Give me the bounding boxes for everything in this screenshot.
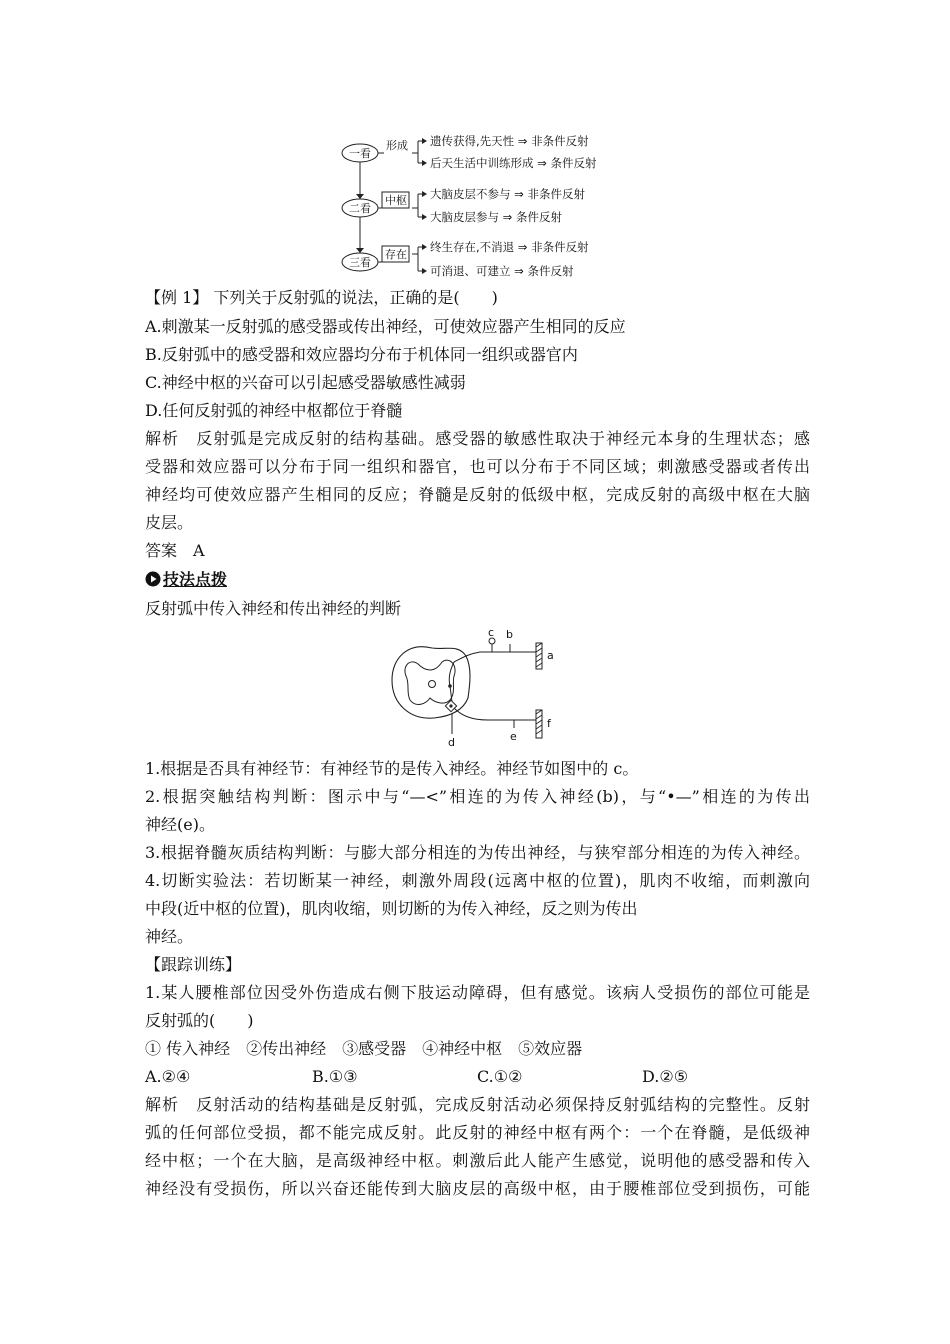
example-question: 【例 1】 下列关于反射弧的说法，正确的是( ) <box>145 288 498 307</box>
step-label-2: 二看 <box>349 202 371 215</box>
branch-text: 遗传获得,先天性 ⇒ 非条件反射 <box>430 134 589 148</box>
training-heading: 【跟踪训练】 <box>145 955 242 974</box>
option-d: D.任何反射弧的神经中枢都位于脊髓 <box>145 401 403 420</box>
training-question: 反射弧的( ) <box>145 1011 254 1030</box>
answer: 答案 A <box>145 541 205 560</box>
training-analysis-line: 神经没有受损伤，所以兴奋还能传到大脑皮层的高级中枢，由于腰椎部位受到损伤，可能 <box>145 1179 810 1198</box>
tip-point: 3.根据脊髓灰质结构判断：与膨大部分相连的为传出神经，与狭窄部分相连的为传入神经。 <box>145 843 810 862</box>
tip-point: 2.根据突触结构判断：图示中与“—<”相连的为传入神经(b)，与“•—”相连的为传出 <box>145 787 810 806</box>
label-f: f <box>547 717 551 730</box>
arrow-down-icon <box>356 194 364 199</box>
label-a: a <box>547 649 554 662</box>
tip-point: 1.根据是否具有神经节：有神经节的是传入神经。神经节如图中的 c。 <box>145 759 639 778</box>
option-a: A.刺激某一反射弧的感受器或传出神经，可使效应器产生相同的反应 <box>145 317 626 336</box>
step-label-3: 三看 <box>349 256 371 269</box>
branch-text: 终生存在,不消退 ⇒ 非条件反射 <box>430 240 589 254</box>
criterion-label-1: 形成 <box>386 139 408 152</box>
training-option-c: C.①② <box>477 1067 523 1086</box>
analysis-line: 皮层。 <box>145 513 194 532</box>
tip-point: 4.切断实验法：若切断某一神经，刺激外周段(远离中枢的位置)，肌肉不收缩，而刺激向 <box>145 871 810 890</box>
tip-point: 神经(e)。 <box>145 815 215 834</box>
label-c: c <box>488 628 495 639</box>
option-b: B.反射弧中的感受器和效应器均分布于机体同一组织或器官内 <box>145 345 578 364</box>
arrow-right-icon <box>422 268 427 274</box>
training-analysis-line: 经中枢；一个在大脑，是高级神经中枢。刺激后此人能产生感觉，说明他的感受器和传入 <box>145 1151 810 1170</box>
training-option-a: A.②④ <box>145 1067 191 1086</box>
training-question: 1.某人腰椎部位因受外伤造成右侧下肢运动障碍，但有感觉。该病人受损伤的部位可能是 <box>145 983 810 1002</box>
arrow-down-icon <box>356 248 364 253</box>
analysis-line: 受器和效应器可以分布于同一组织和器官，也可以分布于不同区域；刺激感受器或者传出 <box>145 457 810 476</box>
training-option-b: B.①③ <box>312 1067 358 1086</box>
play-circle-icon <box>145 571 161 587</box>
branch-text: 大脑皮层不参与 ⇒ 非条件反射 <box>430 187 585 201</box>
training-analysis-line: 解析 反射活动的结构基础是反射弧，完成反射活动必须保持反射弧结构的完整性。反射 <box>145 1095 810 1114</box>
tip-point: 神经。 <box>145 927 194 946</box>
training-items: ① 传入神经 ②传出神经 ③感受器 ④神经中枢 ⑤效应器 <box>145 1039 583 1058</box>
arrow-right-icon <box>422 138 427 144</box>
training-option-d: D.②⑤ <box>642 1067 689 1086</box>
spinal-cord-outline <box>392 647 470 718</box>
tips-heading-text: 技法点拨 <box>163 570 228 589</box>
criterion-label-3: 存在 <box>385 248 407 261</box>
analysis-line: 解析 反射弧是完成反射的结构基础。感受器的敏感性取决于神经元本身的生理状态；感 <box>145 429 810 448</box>
analysis-line: 神经均可使效应器产生相同的反应；脊髓是反射的低级中枢，完成反射的高级中枢在大脑 <box>145 485 810 504</box>
tips-subtitle: 反射弧中传入神经和传出神经的判断 <box>145 599 402 618</box>
gray-matter-outline <box>405 660 455 704</box>
tips-heading <box>145 569 810 591</box>
tip-point: 中段(近中枢的位置)，肌肉收缩，则切断的为传入神经，反之则为传出 <box>145 899 638 918</box>
arrow-right-icon <box>422 191 427 197</box>
central-canal <box>429 681 436 688</box>
option-c: C.神经中枢的兴奋可以引起感受器敏感性减弱 <box>145 373 466 392</box>
reflex-arc-diagram <box>388 628 568 754</box>
branch-text: 大脑皮层参与 ⇒ 条件反射 <box>430 210 562 224</box>
label-d: d <box>448 736 455 749</box>
training-analysis-line: 弧的任何部位受损，都不能完成反射。此反射的神经中枢有两个：一个在脊髓，是低级神 <box>145 1123 810 1142</box>
branch-text: 可消退、可建立 ⇒ 条件反射 <box>430 264 574 278</box>
label-e: e <box>510 730 517 743</box>
arrow-right-icon <box>422 160 427 166</box>
label-b: b <box>506 628 513 641</box>
criterion-label-2: 中枢 <box>385 194 407 207</box>
judgement-flow-diagram <box>336 130 626 280</box>
step-label-1: 一看 <box>349 147 371 160</box>
branch-text: 后天生活中训练形成 ⇒ 条件反射 <box>430 156 597 170</box>
arrow-right-icon <box>422 244 427 250</box>
arrow-right-icon <box>422 214 427 220</box>
